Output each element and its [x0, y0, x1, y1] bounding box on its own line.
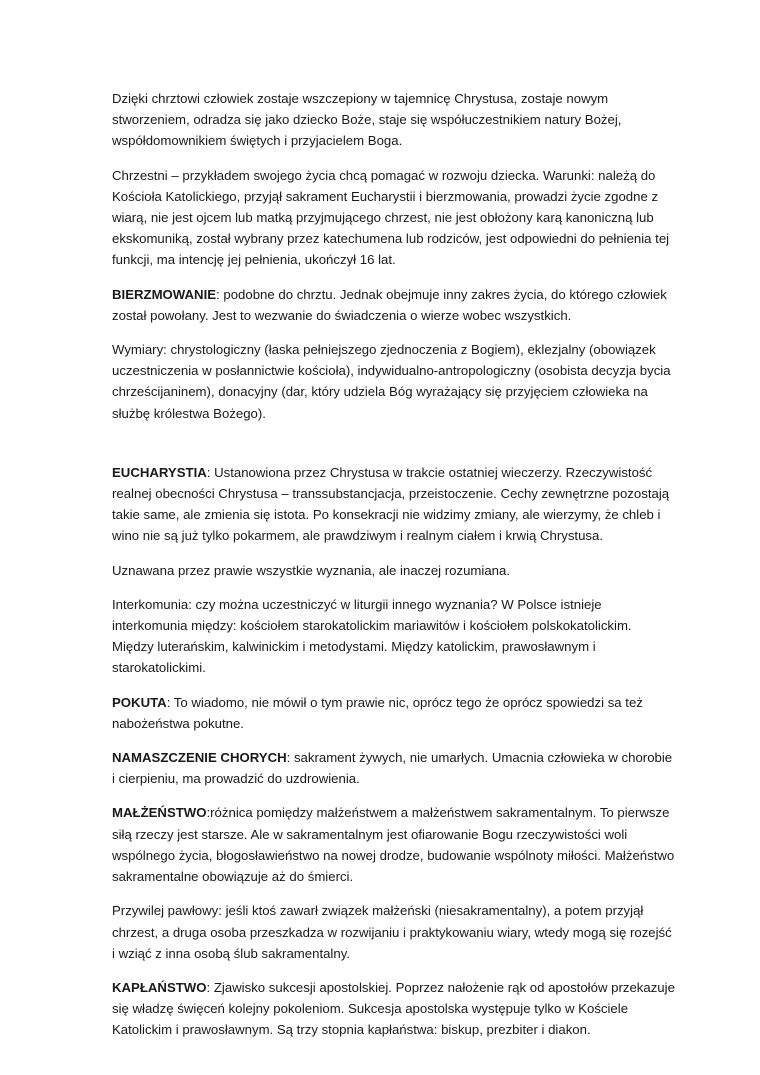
paragraph-baptism: [112, 88, 676, 152]
paragraph-marriage: [112, 802, 676, 887]
paragraph-text: : To wiadomo, nie mówił o tym prawie nic, oprócz tego że oprócz spowiedzi sa też nabożeństwa pokutne.: [112, 694, 643, 731]
paragraph-text: :różnica pomiędzy małżeństwem a małżeństwem sakramentalnym. To pierwsze siłą rzeczy jest starsze. Ale w sakramentalnym jest ofiarowanie Bogu rzeczywistości woli wspólnego życia, błogosławieństwo na nowej drodze, budowanie wspólnoty miłości. Małżeństwo sakramentalne obowiązuje aż do śmierci.: [112, 805, 675, 885]
paragraph-term: KAPŁAŃSTWO: [112, 979, 207, 995]
paragraph-text: : sakrament żywych, nie umarłych. Umacnia człowieka w chorobie i cierpieniu, ma prowadzić do uzdrowienia.: [112, 750, 673, 787]
paragraph-recognition: [112, 560, 676, 581]
paragraph-anointing: [112, 747, 676, 789]
paragraph-term: MAŁŻEŃSTWO: [112, 805, 207, 821]
paragraph-text: Wymiary: chrystologiczny (łaska pełniejszego zjednoczenia z Bogiem), eklezjalny (obowiązek uczestniczenia w posłannictwie kościoła), indywidualno-antropologiczny (osobista decyzja bycia chrześcijaninem), donacyjny (dar, który udziela Bóg wyrażający się przyjęciem człowieka na służbę królestwa Bożego).: [112, 342, 671, 421]
paragraph-term: POKUTA: [112, 694, 167, 710]
paragraph-text: : Zjawisko sukcesji apostolskiej. Poprzez nałożenie rąk od apostołów przekazuje się władzę święceń kolejny pokoleniom. Sukcesja apostolska występuje tylko w Kościele Katolickim i prawosławnym. Są trzy stopnia kapłaństwa: biskup, prezbiter i diakon.: [112, 979, 675, 1038]
paragraph-priesthood: [112, 977, 676, 1041]
paragraph-term: NAMASZCZENIE CHORYCH: [112, 750, 287, 766]
paragraph-term: BIERZMOWANIE: [112, 286, 217, 302]
paragraph-text: Dzięki chrztowi człowiek zostaje wszczepiony w tajemnicę Chrystusa, zostaje nowym stworzeniem, odradza się jako dziecko Boże, staje się współuczestnikiem natury Bożej, współdomownikiem świętych i przyjacielem Boga.: [112, 91, 622, 149]
paragraph-pauline-privilege: [112, 900, 676, 964]
paragraph-text: : podobne do chrztu. Jednak obejmuje inny zakres życia, do którego człowiek został powołany. Jest to wezwanie do świadczenia o wierze wobec wszystkich.: [112, 286, 667, 323]
paragraph-text: Interkomunia: czy można uczestniczyć w liturgii innego wyznania? W Polsce istnieje interkomunia między: kościołem starokatolickim mariawitów i kościołem polskokatolickim. Między luterańskim, kalwinickim i metodystami. Między katolickim, prawosławnym i starokatolickimi.: [112, 596, 632, 676]
paragraph-eucharist: [112, 462, 676, 547]
paragraph-text: Uznawana przez prawie wszystkie wyznania, ale inaczej rozumiana.: [112, 562, 511, 578]
paragraph-godparents: [112, 165, 676, 271]
paragraph-text: Przywilej pawłowy: jeśli ktoś zawarł związek małżeński (niesakramentalny), a potem przyjął chrzest, a druga osoba przeszkadza w rozwijaniu i praktykowaniu wiary, wtedy mogą się rozejść i wziąć z inna osobą ślub sakramentalny.: [112, 903, 672, 961]
paragraph-text: Chrzestni – przykładem swojego życia chcą pomagać w rozwoju dziecka. Warunki: należą do Kościoła Katolickiego, przyjął sakrament Eucharystii i bierzmowania, prowadzi życie zgodne z wiarą, nie jest ojcem lub matką przyjmującego chrzest, nie jest obłożony karą kanoniczną lub ekskomuniką, został wybrany przez katechumena lub rodziców, jest odpowiedni do pełnienia tej funkcji, ma intencję jej pełnienia, ukończył 16 lat.: [112, 167, 670, 268]
paragraph-dimensions: [112, 339, 676, 424]
paragraph-text: : Ustanowiona przez Chrystusa w trakcie ostatniej wieczerzy. Rzeczywistość realnej obecności Chrystusa – transsubstancjacja, przeistoczenie. Cechy zewnętrzne pozostają takie same, ale zmienia się istota. Po konsekracji nie widzimy zmiany, ale wierzymy, że chleb i wino nie są już tylko pokarmem, ale prawdziwym i realnym ciałem i krwią Chrystusa.: [112, 464, 670, 544]
paragraph-penance: [112, 692, 676, 734]
paragraph-confirmation: [112, 284, 676, 326]
paragraph-intercommunion: [112, 594, 676, 679]
paragraph-term: EUCHARYSTIA: [112, 464, 207, 480]
